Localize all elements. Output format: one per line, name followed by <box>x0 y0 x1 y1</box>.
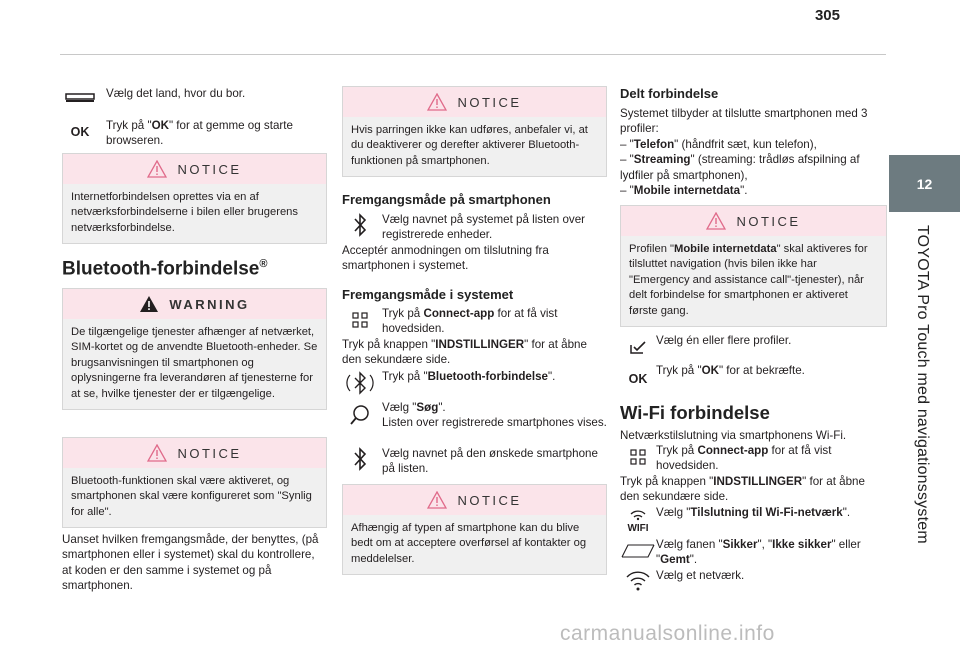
warning-triangle-filled-icon <box>139 295 159 313</box>
svg-text:WIFI: WIFI <box>627 523 649 533</box>
apps-grid-icon <box>342 306 378 337</box>
system-step-3 <box>342 369 607 399</box>
step-select-country <box>62 86 327 104</box>
warning-triangle-icon <box>427 491 447 509</box>
watermark: carmanualsonline.info <box>560 622 775 645</box>
system-step-1 <box>342 306 607 337</box>
step-text: Tryk på Connect-app for at få vist hovedsiden. <box>382 307 558 336</box>
chapter-tab-number: 12 <box>916 175 933 192</box>
notice-title: NOTICE <box>457 492 522 508</box>
page-number: 305 <box>814 7 840 24</box>
phone-step <box>342 212 607 243</box>
notice-title: NOTICE <box>177 445 242 461</box>
step-text: Vælg navnet på systemet på listen over registrerede enheder. <box>382 213 585 242</box>
tab-selector-icon <box>620 537 656 568</box>
code-check-paragraph: Uanset hvilken fremgangsmåde, der benyttes, (på smartphonen eller i systemet) skal du kontrollere, at koden er den samme i systemet og på smartphonen. <box>62 533 319 593</box>
phone-accept-text: Acceptér anmodningen om tilslutning fra smartphonen i systemet. <box>342 244 549 273</box>
shared-connection-text <box>620 106 870 198</box>
notice-title: NOTICE <box>177 161 242 177</box>
notice-text: Hvis parringen ikke kan udføres, anbefaler vi, at du deaktiverer og derefter aktiverer Bluetooth-funktionen på smartphonen. <box>351 124 588 167</box>
bluetooth-icon <box>342 212 378 243</box>
wifi-step-3 <box>620 505 885 533</box>
notice-text: Bluetooth-funktionen skal være aktiveret, og smartphonen skal være konfigureret som "Synlig for alle". <box>71 475 312 518</box>
ok-icon: OK <box>70 125 90 139</box>
notice-box-mobile-data <box>620 205 887 327</box>
step-text: Tryk på "Bluetooth-forbindelse". <box>382 370 556 383</box>
warning-triangle-icon <box>147 160 167 178</box>
notice-box-2 <box>62 437 327 528</box>
wifi-step-1 <box>620 443 885 474</box>
notice-box-contacts <box>342 484 607 575</box>
notice-header <box>621 206 886 236</box>
section-heading-bluetooth: Bluetooth-forbindelse® <box>62 258 268 280</box>
step-text: Vælg én eller flere profiler. <box>656 334 792 347</box>
notice-title: NOTICE <box>457 94 522 110</box>
step-press-ok <box>62 118 327 149</box>
notice-text: Internetforbindelsen oprettes via en af netværksforbindelserne i bilen eller brugerens netværksforbindelse. <box>71 191 298 234</box>
system-step-5 <box>342 446 607 477</box>
profile-item: – "Telefon" (håndfrit sæt, kun telefon), <box>620 137 817 151</box>
search-icon <box>342 400 378 426</box>
section-heading-wifi: Wi-Fi forbindelse <box>620 402 770 423</box>
notice-text: Afhængig af typen af smartphone kan du blive bedt om at acceptere overførsel af kontakter og meddelelser. <box>351 522 587 565</box>
system-step-2: Tryk på knappen "INDSTILLINGER" for at åbne den sekundære side. <box>342 338 587 367</box>
step-text: Vælg "Tilslutning til Wi-Fi-netværk". <box>656 506 851 519</box>
heading-system-procedure: Fremgangsmåde i systemet <box>342 287 514 302</box>
wifi-label-icon <box>620 505 656 533</box>
step-confirm-ok <box>620 363 885 387</box>
warning-triangle-icon <box>706 212 726 230</box>
wifi-step-4 <box>620 537 885 568</box>
apps-grid-icon <box>620 443 656 474</box>
notice-header <box>63 438 326 468</box>
notice-text: Profilen "Mobile internetdata" skal aktiveres for tilsluttet navigation (hvis bilen ikke har "Emergency and assistance call"-tjenester), når delt forbindelse for smartphonen er aktiveret første gang. <box>629 243 868 317</box>
header-rule <box>60 54 886 55</box>
step-text: Vælg det land, hvor du bor. <box>106 87 246 100</box>
profile-item: – "Streaming" (streaming: trådløs afspilning af lydfiler på smartphonen), <box>620 153 860 182</box>
notice-header <box>63 154 326 184</box>
notice-box <box>62 153 327 244</box>
system-step-4-line2: Listen over registrerede smartphones vises. <box>382 416 607 429</box>
shared-intro: Systemet tilbyder at tilslutte smartphonen med 3 profiler: <box>620 107 868 136</box>
warning-title: WARNING <box>169 296 250 312</box>
wifi-icon <box>620 568 656 592</box>
step-text: Vælg et netværk. <box>656 569 745 582</box>
menu-bar-icon <box>62 86 98 104</box>
wifi-step-5 <box>620 568 885 592</box>
warning-triangle-icon <box>147 444 167 462</box>
profile-item: – "Mobile internetdata". <box>620 184 748 198</box>
notice-box-pairing <box>342 86 607 177</box>
step-text: Tryk på "OK" for at gemme og starte browseren. <box>106 119 293 148</box>
notice-header <box>343 87 606 117</box>
heading-shared-connection: Delt forbindelse <box>620 86 719 101</box>
heading-phone-procedure: Fremgangsmåde på smartphonen <box>342 192 551 207</box>
chapter-title-text: TOYOTA Pro Touch med navigationssystem <box>914 225 931 544</box>
checkbox-check-icon <box>620 333 656 355</box>
warning-box <box>62 288 327 410</box>
wifi-intro: Netværkstilslutning via smartphonens Wi-Fi. <box>620 429 847 442</box>
warning-text: De tilgængelige tjenester afhænger af netværket, SIM-kortet og de anvendte Bluetooth-enheder. Se brugsanvisningen til smartphonen og oplysningerne fra leverandøren af tjenesterne for at se, hvilke tjenester der er tilgængelige. <box>71 326 318 400</box>
wifi-step-2: Tryk på knappen "INDSTILLINGER" for at åbne den sekundære side. <box>620 475 865 504</box>
step-text: Vælg "Søg". <box>382 401 446 414</box>
notice-title: NOTICE <box>736 213 801 229</box>
step-text: Tryk på Connect-app for at få vist hovedsiden. <box>656 444 832 473</box>
ok-icon: OK <box>628 372 648 386</box>
step-text: Vælg navnet på den ønskede smartphone på listen. <box>382 447 598 476</box>
chapter-title <box>892 225 952 555</box>
notice-header <box>343 485 606 515</box>
chapter-tab[interactable] <box>889 155 960 212</box>
step-select-profiles <box>620 333 885 355</box>
warning-triangle-icon <box>427 93 447 111</box>
bluetooth-signal-icon <box>342 369 378 399</box>
step-text: Tryk på "OK" for at bekræfte. <box>656 364 805 377</box>
warning-header <box>63 289 326 319</box>
step-text: Vælg fanen "Sikker", "Ikke sikker" eller "Gemt". <box>656 538 861 567</box>
bluetooth-icon <box>342 446 378 477</box>
